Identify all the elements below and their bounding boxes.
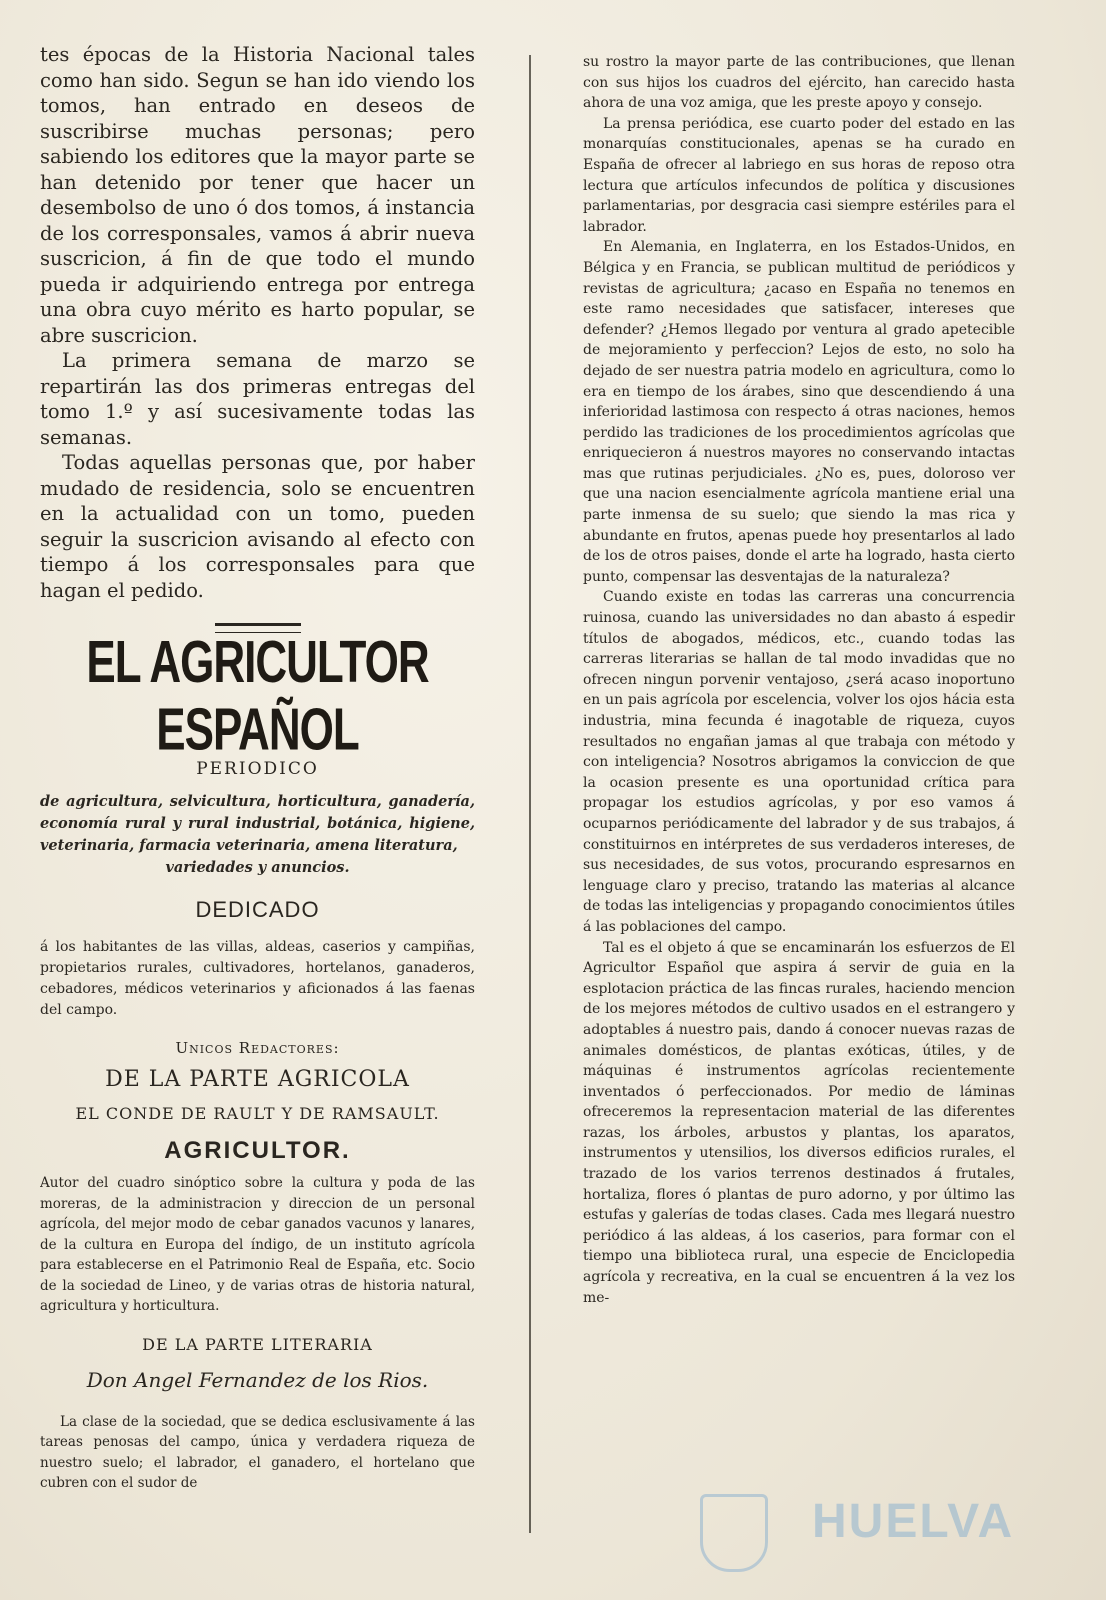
intro-paragraph: Todas aquellas personas que, por haber mudado de residencia, solo se encuentren en la actualidad con un tomo, pueden seguir la suscricion avisando al efecto con tiempo á los corresponsales para que hagan el pedido. (40, 451, 475, 602)
intro-paragraph: tes épocas de la Historia Nacional tales como han sido. Segun se han ido viendo los tomos, han entrado en deseos de suscribirse muchas personas; pero sabiendo los editores que la mayor parte se han detenido por tener que hacer un desembolso de uno ó dos tomos, á instancia de los corresponsales, vamos á abrir nueva suscricion, á fin de que todo el mundo pueda ir adquiriendo entrega por entrega una obra cuyo mérito es harto popular, se abre suscricion. (40, 43, 475, 347)
library-watermark (700, 1490, 1100, 1580)
article-paragraph: Cuando existe en todas las carreras una concurrencia ruinosa, cuando las universidades no dan abasto á espedir títulos de abogados, médicos, etc., cuando todas las carreras literarias se hallan de tal modo invadidas que no ofrecen ningun porvenir ventajoso, ¿será acaso inoportuno en un pais agrícola por escelencia, volver los ojos hácia esta industria, mina fecunda é inagotable de riqueza, cuyos resultados no engañan jamas al que trabaja con método y con inteligencia? Nosotros abrigamos la conviccion de que la ocasion presente es una oportunidad crítica para propagar los estudios agrícolas, y por eso vamos á ocuparnos periódicamente del labrador y de sus trabajos, á constituirnos en intérpretes de sus verdaderos intereses, de sus necesidades, de sus votos, procurando espresarnos en lenguage claro y preciso, tratando las materias al alcance de todas las inteligencias y propagando conocimientos útiles á las poblaciones del campo. (583, 589, 1015, 935)
agricultor-heading: AGRICULTOR. (164, 1137, 351, 1164)
dedication-text: á los habitantes de las villas, aldeas, caserios y campiñas, propietarios rurales, cultivadores, hortelanos, ganaderos, cebadores, médicos veterinarios y aficionados á las faenas del campo. (40, 939, 475, 1018)
article-paragraph: La prensa periódica, ese cuarto poder del estado en las monarquías constitucionales, apenas se ha curado en España de ofrecer al labriego en sus horas de reposo otra lectura que artículos infecundos de política y discusiones parlamentarias, por desgracia casi siempre estériles para el labrador. (583, 115, 1015, 235)
don-angel-name: Don Angel Fernandez de los Rios. (86, 1367, 429, 1392)
watermark-word: HUELVA (812, 1495, 1015, 1548)
subjects-text: de agricultura, selvicultura, horticultura, ganadería, economía rural y rural industrial, botánica, higiene, veterinaria, farmacia veterinaria, amena literatura, (40, 793, 475, 854)
subjects-last: variedades y anuncios. (165, 859, 350, 876)
article-paragraph: su rostro la mayor parte de las contribuciones, que llenan con sus hijos los cuadros del ejército, han carecido hasta ahora de una voz amiga, que les preste apoyo y consejo. (583, 54, 1015, 112)
conde-name: EL CONDE DE RAULT Y DE RAMSAULT. (75, 1104, 440, 1123)
article-paragraph: En Alemania, en Inglaterra, en los Estados-Unidos, en Bélgica y en Francia, se publican multitud de periódicos y revistas de agricultura; ¿acaso en España no tenemos en este ramo necesidades que satisfacer, intereses que defender? ¿Hemos llegado por ventura al grado apetecible de mejoramiento y perfeccion? Lejos de esto, no solo ha dejado de ser nuestra patria modelo en agricultura, como lo era en tiempo de los árabes, sino que descendiendo á una inferioridad lastimosa con respecto á otras naciones, hemos perdido las tradiciones de los procedimientos agrícolas que enriquecieron á nuestros mayores no conservando intactas mas que rutinas perjudiciales. ¿No es, pues, doloroso ver que una nacion esencialmente agrícola mantiene erial una parte inmensa de su suelo; que siendo la mas rica y abundante en frutos, apenas puede hoy presentarlos al lado de los de otros paises, donde el arte ha logrado, hasta cierto punto, compensar las desventajas de la naturaleza? (583, 239, 1015, 585)
author-description: Autor del cuadro sinóptico sobre la cultura y poda de las moreras, de la administracion y direccion de un personal agrícola, del mejor modo de cebar ganados vacunos y lanares, de la cultura en Europa del índigo, de un instituto agrícola para establecerse en el Patrimonio Real de España, etc. Socio de la sociedad de Lineo, y de varias otras de historia natural, agricultura y horticultura. (40, 1175, 475, 1314)
intro-paragraph: La primera semana de marzo se repartirán las dos primeras entregas del tomo 1.º y así sucesivamente todas las semanas. (40, 349, 475, 449)
article-paragraph: Tal es el objeto á que se encaminarán los esfuerzos de El Agricultor Español que aspira á servir de guia en la esplotacion práctica de las fincas rurales, haciendo mencion de los mejores métodos de cultivo usados en el estrangero y adoptables á nuestro pais, dando á conocer nuevas razas de animales domésticos, de plantas exóticas, útiles, y de máquinas é instrumentos agrícolas recientemente inventados ó perfeccionados. Por medio de láminas ofreceremos la representacion material de las diferentes razas, los árboles, arbustos y plantas, los aparatos, instrumentos y utensilios, los diversos edificios rurales, el trazado de los varios terrenos destinados á frutales, hortaliza, flores ó plantas de puro adorno, y por último las estufas y galerías de todas clases. Cada mes llegará nuestro periódico á las aldeas, á los caserios, para formar con el tiempo una biblioteca rural, una especie de Enciclopedia agrícola y recreativa, en la cual se encuentren á la vez los me- (583, 939, 1015, 1306)
left-column (40, 42, 475, 1582)
periodico-label: PERIODICO (196, 759, 319, 779)
parte-agricola-heading: DE LA PARTE AGRICOLA (105, 1067, 410, 1092)
coat-of-arms-icon (700, 1494, 768, 1572)
unicos-redactores: Unicos Redactores: (175, 1039, 340, 1057)
subjects-list (40, 791, 475, 879)
intro-notice (40, 42, 475, 603)
clase-paragraph: La clase de la sociedad, que se dedica esclusivamente á las tareas penosas del campo, única y verdadera riqueza de nuestro suelo; el labrador, el ganadero, el hortelano que cubren con el sudor de (40, 1413, 475, 1491)
column-divider (529, 55, 531, 1533)
masthead-title: EL AGRICULTOR ESPAÑOL (86, 629, 429, 764)
parte-literaria-heading: DE LA PARTE LITERARIA (142, 1334, 373, 1354)
dedicado-heading: DEDICADO (195, 897, 320, 922)
right-column (583, 52, 1015, 1592)
clase-paragraph-block (40, 1412, 475, 1494)
